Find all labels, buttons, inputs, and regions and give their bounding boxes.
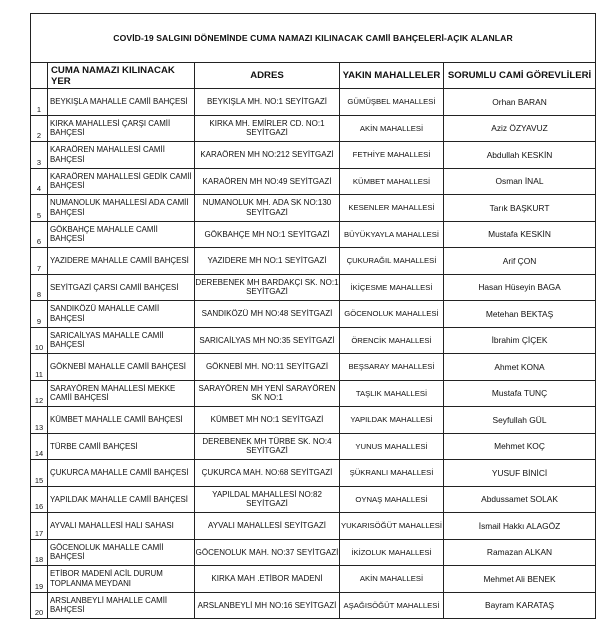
row-number: 17 xyxy=(31,513,48,540)
row-number: 20 xyxy=(31,592,48,619)
officer-cell: Metehan BEKTAŞ xyxy=(444,301,596,328)
place-cell: ARSLANBEYLİ MAHALLE CAMİİ BAHÇESİ xyxy=(48,592,195,619)
place-cell: GÖKBAHÇE MAHALLE CAMİİ BAHÇESİ xyxy=(48,221,195,248)
header-address: ADRES xyxy=(195,63,340,89)
address-cell: DEREBENEK MH TÜRBE SK. NO:4 SEYİTGAZİ xyxy=(195,433,340,460)
place-cell: YAZIDERE MAHALLE CAMİİ BAHÇESİ xyxy=(48,248,195,275)
officer-cell: Ramazan ALKAN xyxy=(444,539,596,566)
place-cell: KÜMBET MAHALLE CAMİİ BAHÇESİ xyxy=(48,407,195,434)
table-row xyxy=(31,566,596,593)
row-number: 15 xyxy=(31,460,48,487)
place-cell: SANDIKÖZÜ MAHALLE CAMİİ BAHÇESİ xyxy=(48,301,195,328)
place-cell: ÇUKURCA MAHALLE CAMİİ BAHÇESİ xyxy=(48,460,195,487)
officer-cell: Mustafa KESKİN xyxy=(444,221,596,248)
table-row xyxy=(31,592,596,619)
table-row xyxy=(31,274,596,301)
address-cell: KÜMBET MH NO:1 SEYİTGAZİ xyxy=(195,407,340,434)
place-cell: TÜRBE CAMİİ BAHÇESİ xyxy=(48,433,195,460)
address-cell: KIRKA MH. EMİRLER CD. NO:1 SEYİTGAZİ xyxy=(195,115,340,142)
officer-cell: Mustafa TUNÇ xyxy=(444,380,596,407)
address-cell: SARICAİLYAS MH NO:35 SEYİTGAZİ xyxy=(195,327,340,354)
nearby-cell: OYNAŞ MAHALLESİ xyxy=(340,486,444,513)
mosque-list-table xyxy=(30,13,596,619)
address-cell: AYVALI MAHALLESİ SEYİTGAZİ xyxy=(195,513,340,540)
officer-cell: Mehmet Ali BENEK xyxy=(444,566,596,593)
row-number: 18 xyxy=(31,539,48,566)
address-cell: YAZIDERE MH NO:1 SEYİTGAZİ xyxy=(195,248,340,275)
address-cell: NUMANOLUK MH. ADA SK NO:130 SEYİTGAZİ xyxy=(195,195,340,222)
address-cell: BEYKIŞLA MH. NO:1 SEYİTGAZİ xyxy=(195,89,340,116)
address-cell: SANDIKÖZÜ MH NO:48 SEYİTGAZİ xyxy=(195,301,340,328)
nearby-cell: AKİN MAHALLESİ xyxy=(340,566,444,593)
officer-cell: Mehmet KOÇ xyxy=(444,433,596,460)
address-cell: GÖKBAHÇE MH NO:1 SEYİTGAZİ xyxy=(195,221,340,248)
table-row xyxy=(31,115,596,142)
row-number: 5 xyxy=(31,195,48,222)
header-nearby: YAKIN MAHALLELER xyxy=(340,63,444,89)
row-number: 16 xyxy=(31,486,48,513)
table-row xyxy=(31,407,596,434)
address-cell: KARAÖREN MH NO:212 SEYİTGAZİ xyxy=(195,142,340,169)
row-number: 2 xyxy=(31,115,48,142)
address-cell: ARSLANBEYLİ MH NO:16 SEYİTGAZİ xyxy=(195,592,340,619)
nearby-cell: GÖCENOLUK MAHALLESİ xyxy=(340,301,444,328)
place-cell: SARICAİLYAS MAHALLE CAMİİ BAHÇESİ xyxy=(48,327,195,354)
row-number: 6 xyxy=(31,221,48,248)
address-cell: GÖCENOLUK MAH. NO:37 SEYİTGAZİ xyxy=(195,539,340,566)
officer-cell: Tarık BAŞKURT xyxy=(444,195,596,222)
nearby-cell: KESENLER MAHALLESİ xyxy=(340,195,444,222)
officer-cell: Arif ÇON xyxy=(444,248,596,275)
place-cell: SARAYÖREN MAHALLESİ MEKKE CAMİİ BAHÇESİ xyxy=(48,380,195,407)
nearby-cell: YAPILDAK MAHALLESİ xyxy=(340,407,444,434)
nearby-cell: BEŞSARAY MAHALLESİ xyxy=(340,354,444,381)
nearby-cell: İKİÇESME MAHALLESİ xyxy=(340,274,444,301)
nearby-cell: AKİN MAHALLESİ xyxy=(340,115,444,142)
row-number: 7 xyxy=(31,248,48,275)
row-number: 3 xyxy=(31,142,48,169)
table-row xyxy=(31,301,596,328)
nearby-cell: FETHİYE MAHALLESİ xyxy=(340,142,444,169)
nearby-cell: İKİZOLUK MAHALLESİ xyxy=(340,539,444,566)
table-row xyxy=(31,513,596,540)
officer-cell: Bayram KARATAŞ xyxy=(444,592,596,619)
row-number: 14 xyxy=(31,433,48,460)
address-cell: KARAÖREN MH NO:49 SEYİTGAZİ xyxy=(195,168,340,195)
table-row xyxy=(31,354,596,381)
header-no xyxy=(31,63,48,89)
place-cell: AYVALI MAHALLESİ HALI SAHASI xyxy=(48,513,195,540)
header-officer: SORUMLU CAMİ GÖREVLİLERİ xyxy=(444,63,596,89)
table-row xyxy=(31,248,596,275)
row-number: 19 xyxy=(31,566,48,593)
table-row xyxy=(31,89,596,116)
row-number: 13 xyxy=(31,407,48,434)
officer-cell: Orhan BARAN xyxy=(444,89,596,116)
row-number: 12 xyxy=(31,380,48,407)
officer-cell: Ahmet KONA xyxy=(444,354,596,381)
table-row xyxy=(31,142,596,169)
place-cell: GÖKNEBİ MAHALLE CAMİİ BAHÇESİ xyxy=(48,354,195,381)
row-number: 1 xyxy=(31,89,48,116)
place-cell: NUMANOLUK MAHALLESİ ADA CAMİİ BAHÇESİ xyxy=(48,195,195,222)
address-cell: SARAYÖREN MH YENİ SARAYÖREN SK NO:1 xyxy=(195,380,340,407)
place-cell: KARAÖREN MAHALLESİ GEDİK CAMİİ BAHÇESİ xyxy=(48,168,195,195)
address-cell: GÖKNEBİ MH. NO:11 SEYİTGAZİ xyxy=(195,354,340,381)
address-cell: DEREBENEK MH BARDAKÇI SK. NO:1 SEYİTGAZİ xyxy=(195,274,340,301)
place-cell: SEYİTGAZİ ÇARSI CAMİİ BAHÇESİ xyxy=(48,274,195,301)
nearby-cell: GÜMÜŞBEL MAHALLESİ xyxy=(340,89,444,116)
nearby-cell: YUKARISÖĞÜT MAHALLESİ xyxy=(340,513,444,540)
table-body xyxy=(31,89,596,619)
nearby-cell: ÇUKURAĞIL MAHALLESİ xyxy=(340,248,444,275)
document-sheet xyxy=(30,13,595,619)
row-number: 4 xyxy=(31,168,48,195)
address-cell: YAPILDAL MAHALLESİ NO:82 SEYİTGAZİ xyxy=(195,486,340,513)
nearby-cell: YUNUS MAHALLESİ xyxy=(340,433,444,460)
officer-cell: İbrahim ÇİÇEK xyxy=(444,327,596,354)
officer-cell: Seyfullah GÜL xyxy=(444,407,596,434)
document-title: COVİD-19 SALGINI DÖNEMİNDE CUMA NAMAZI KILINACAK CAMİİ BAHÇELERİ-AÇIK ALANLAR xyxy=(31,14,596,63)
table-row xyxy=(31,380,596,407)
nearby-cell: AŞAĞISÖĞÜT MAHALLESİ xyxy=(340,592,444,619)
nearby-cell: ÖRENCİK MAHALLESİ xyxy=(340,327,444,354)
row-number: 8 xyxy=(31,274,48,301)
officer-cell: Abdussamet SOLAK xyxy=(444,486,596,513)
place-cell: GÖCENOLUK MAHALLE CAMİİ BAHÇESİ xyxy=(48,539,195,566)
place-cell: YAPILDAK MAHALLE CAMİİ BAHÇESİ xyxy=(48,486,195,513)
header-place: CUMA NAMAZI KILINACAK YER xyxy=(48,63,195,89)
officer-cell: Aziz ÖZYAVUZ xyxy=(444,115,596,142)
nearby-cell: KÜMBET MAHALLESİ xyxy=(340,168,444,195)
place-cell: KIRKA MAHALLESİ ÇARŞI CAMİİ BAHÇESİ xyxy=(48,115,195,142)
nearby-cell: BÜYÜKYAYLA MAHALLESİ xyxy=(340,221,444,248)
table-row xyxy=(31,539,596,566)
table-row xyxy=(31,327,596,354)
officer-cell: YUSUF BİNİCİ xyxy=(444,460,596,487)
table-row xyxy=(31,168,596,195)
row-number: 10 xyxy=(31,327,48,354)
row-number: 11 xyxy=(31,354,48,381)
table-row xyxy=(31,486,596,513)
nearby-cell: TAŞLIK MAHALLESİ xyxy=(340,380,444,407)
row-number: 9 xyxy=(31,301,48,328)
table-row xyxy=(31,460,596,487)
table-row xyxy=(31,433,596,460)
officer-cell: Hasan Hüseyin BAGA xyxy=(444,274,596,301)
place-cell: BEYKIŞLA MAHALLE CAMİİ BAHÇESİ xyxy=(48,89,195,116)
table-row xyxy=(31,221,596,248)
table-row xyxy=(31,195,596,222)
place-cell: KARAÖREN MAHALLESİ CAMİİ BAHÇESİ xyxy=(48,142,195,169)
officer-cell: Abdullah KESKİN xyxy=(444,142,596,169)
officer-cell: Osman İNAL xyxy=(444,168,596,195)
address-cell: ÇUKURCA MAH. NO:68 SEYİTGAZİ xyxy=(195,460,340,487)
place-cell: ETİBOR MADENİ ACİL DURUM TOPLANMA MEYDANI xyxy=(48,566,195,593)
nearby-cell: ŞÜKRANLI MAHALLESİ xyxy=(340,460,444,487)
officer-cell: İsmail Hakkı ALAGÖZ xyxy=(444,513,596,540)
address-cell: KIRKA MAH .ETİBOR MADENİ xyxy=(195,566,340,593)
